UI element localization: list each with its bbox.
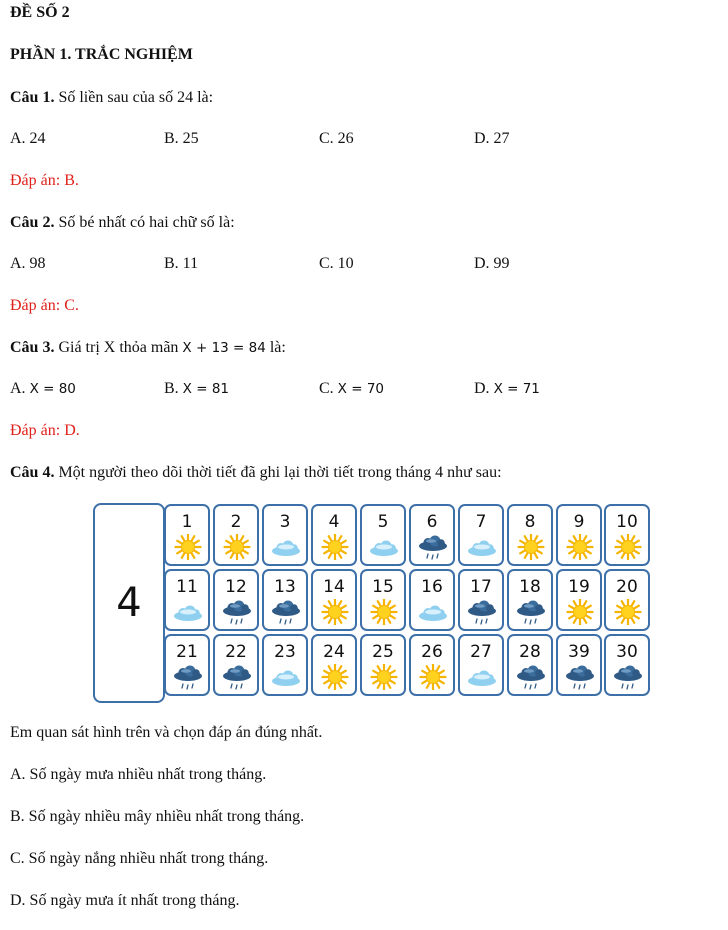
q3-option-b-letter: B. (164, 380, 183, 397)
question-4-text: Một người theo dõi thời tiết đã ghi lại thời tiết trong tháng 4 như sau: (54, 464, 502, 481)
day-number: 9 (573, 512, 585, 532)
question-3-label: Câu 3. (10, 339, 55, 356)
sun-icon (320, 664, 350, 690)
cloud-icon (418, 599, 448, 625)
page-title: ĐỀ SỐ 2 (10, 4, 70, 21)
day-number: 24 (323, 642, 345, 662)
calendar-day (213, 504, 259, 566)
day-number: 28 (519, 642, 541, 662)
calendar-day (311, 569, 357, 631)
question-2-label: Câu 2. (10, 214, 55, 231)
calendar-day (164, 504, 210, 566)
calendar-day (507, 504, 553, 566)
calendar-day (213, 569, 259, 631)
q2-option-d: D. 99 (474, 255, 510, 272)
q3-option-b-value: X = 81 (182, 381, 229, 397)
rain-icon (222, 599, 252, 625)
rain-icon (516, 599, 546, 625)
section-title: PHẦN 1. TRẮC NGHIỆM (10, 46, 193, 63)
q3-answer: Đáp án: D. (10, 422, 80, 439)
rain-icon (222, 664, 252, 690)
sun-icon (222, 534, 252, 560)
question-4-label: Câu 4. (10, 464, 55, 481)
q3-option-d-value: X = 71 (493, 381, 540, 397)
day-number: 4 (328, 512, 340, 532)
cloud-icon (467, 664, 497, 690)
calendar-day (409, 569, 455, 631)
rain-icon (565, 664, 595, 690)
day-number: 23 (274, 642, 296, 662)
day-number: 3 (279, 512, 291, 532)
sun-icon (565, 534, 595, 560)
calendar-day (409, 634, 455, 696)
day-number: 10 (616, 512, 638, 532)
day-number: 39 (568, 642, 590, 662)
day-number: 18 (519, 577, 541, 597)
calendar-day (360, 569, 406, 631)
day-number: 22 (225, 642, 247, 662)
q1-answer: Đáp án: B. (10, 172, 79, 189)
calendar-day (164, 634, 210, 696)
q2-option-a: A. 98 (10, 255, 46, 272)
question-1 (10, 88, 213, 108)
q4-option-b: B. Số ngày nhiều mây nhiều nhất trong tháng. (10, 808, 305, 825)
question-1-text: Số liền sau của số 24 là: (54, 89, 214, 106)
cloud-icon (467, 534, 497, 560)
calendar-day (604, 634, 650, 696)
calendar-day (507, 569, 553, 631)
calendar-day (262, 569, 308, 631)
day-number: 14 (323, 577, 345, 597)
sun-icon (613, 534, 643, 560)
q3-option-d (474, 379, 540, 399)
calendar-day (360, 634, 406, 696)
rain-icon (173, 664, 203, 690)
q1-option-c: C. 26 (319, 130, 354, 147)
calendar-day (213, 634, 259, 696)
question-3 (10, 338, 286, 358)
q4-option-c: C. Số ngày nắng nhiều nhất trong tháng. (10, 850, 269, 867)
day-number: 30 (616, 642, 638, 662)
q3-option-c-value: X = 70 (337, 381, 384, 397)
calendar-day (458, 504, 504, 566)
weather-calendar (92, 502, 654, 702)
day-number: 27 (470, 642, 492, 662)
q3-option-c (319, 379, 384, 399)
day-number: 5 (377, 512, 389, 532)
day-number: 16 (421, 577, 443, 597)
rain-icon (516, 664, 546, 690)
question-3-text-after: là: (265, 339, 286, 356)
day-number: 25 (372, 642, 394, 662)
calendar-day (556, 504, 602, 566)
q4-option-d: D. Số ngày mưa ít nhất trong tháng. (10, 892, 240, 909)
q3-option-d-letter: D. (474, 380, 494, 397)
sun-icon (369, 599, 399, 625)
calendar-month: 4 (93, 503, 165, 703)
day-number: 20 (616, 577, 638, 597)
q1-option-a: A. 24 (10, 130, 46, 147)
q1-option-d: D. 27 (474, 130, 510, 147)
question-4 (10, 463, 502, 483)
calendar-day (164, 569, 210, 631)
calendar-day (507, 634, 553, 696)
rain-icon (418, 534, 448, 560)
day-number: 26 (421, 642, 443, 662)
day-number: 15 (372, 577, 394, 597)
question-2 (10, 213, 235, 233)
sun-icon (516, 534, 546, 560)
question-3-text-before: Giá trị X thỏa mãn (54, 339, 183, 356)
cloud-icon (271, 534, 301, 560)
day-number: 8 (524, 512, 536, 532)
question-4-instruction: Em quan sát hình trên và chọn đáp án đúng nhất. (10, 724, 323, 741)
calendar-day (604, 569, 650, 631)
q2-option-c: C. 10 (319, 255, 354, 272)
calendar-day (458, 634, 504, 696)
sun-icon (565, 599, 595, 625)
q3-option-c-letter: C. (319, 380, 338, 397)
sun-icon (320, 599, 350, 625)
calendar-day (262, 504, 308, 566)
day-number: 17 (470, 577, 492, 597)
q4-option-a: A. Số ngày mưa nhiều nhất trong tháng. (10, 766, 267, 783)
day-number: 6 (426, 512, 438, 532)
sun-icon (320, 534, 350, 560)
calendar-day (556, 634, 602, 696)
day-number: 7 (475, 512, 487, 532)
sun-icon (173, 534, 203, 560)
cloud-icon (173, 599, 203, 625)
calendar-day (556, 569, 602, 631)
question-1-label: Câu 1. (10, 89, 55, 106)
day-number: 12 (225, 577, 247, 597)
q2-answer: Đáp án: C. (10, 297, 79, 314)
sun-icon (613, 599, 643, 625)
day-number: 11 (176, 577, 198, 597)
q3-option-b (164, 379, 229, 399)
q3-option-a-value: X = 80 (29, 381, 76, 397)
calendar-day (409, 504, 455, 566)
q3-option-a (10, 379, 76, 399)
sun-icon (418, 664, 448, 690)
q2-option-b: B. 11 (164, 255, 199, 272)
calendar-day (262, 634, 308, 696)
day-number: 1 (181, 512, 193, 532)
rain-icon (271, 599, 301, 625)
day-number: 21 (176, 642, 198, 662)
sun-icon (369, 664, 399, 690)
calendar-day (311, 504, 357, 566)
calendar-day (360, 504, 406, 566)
day-number: 2 (230, 512, 242, 532)
cloud-icon (271, 664, 301, 690)
question-2-text: Số bé nhất có hai chữ số là: (54, 214, 235, 231)
calendar-day (311, 634, 357, 696)
calendar-day (604, 504, 650, 566)
rain-icon (467, 599, 497, 625)
day-number: 13 (274, 577, 296, 597)
calendar-day (458, 569, 504, 631)
question-3-equation: X + 13 = 84 (182, 340, 266, 356)
cloud-icon (369, 534, 399, 560)
q1-option-b: B. 25 (164, 130, 199, 147)
day-number: 19 (568, 577, 590, 597)
q3-option-a-letter: A. (10, 380, 30, 397)
rain-icon (613, 664, 643, 690)
